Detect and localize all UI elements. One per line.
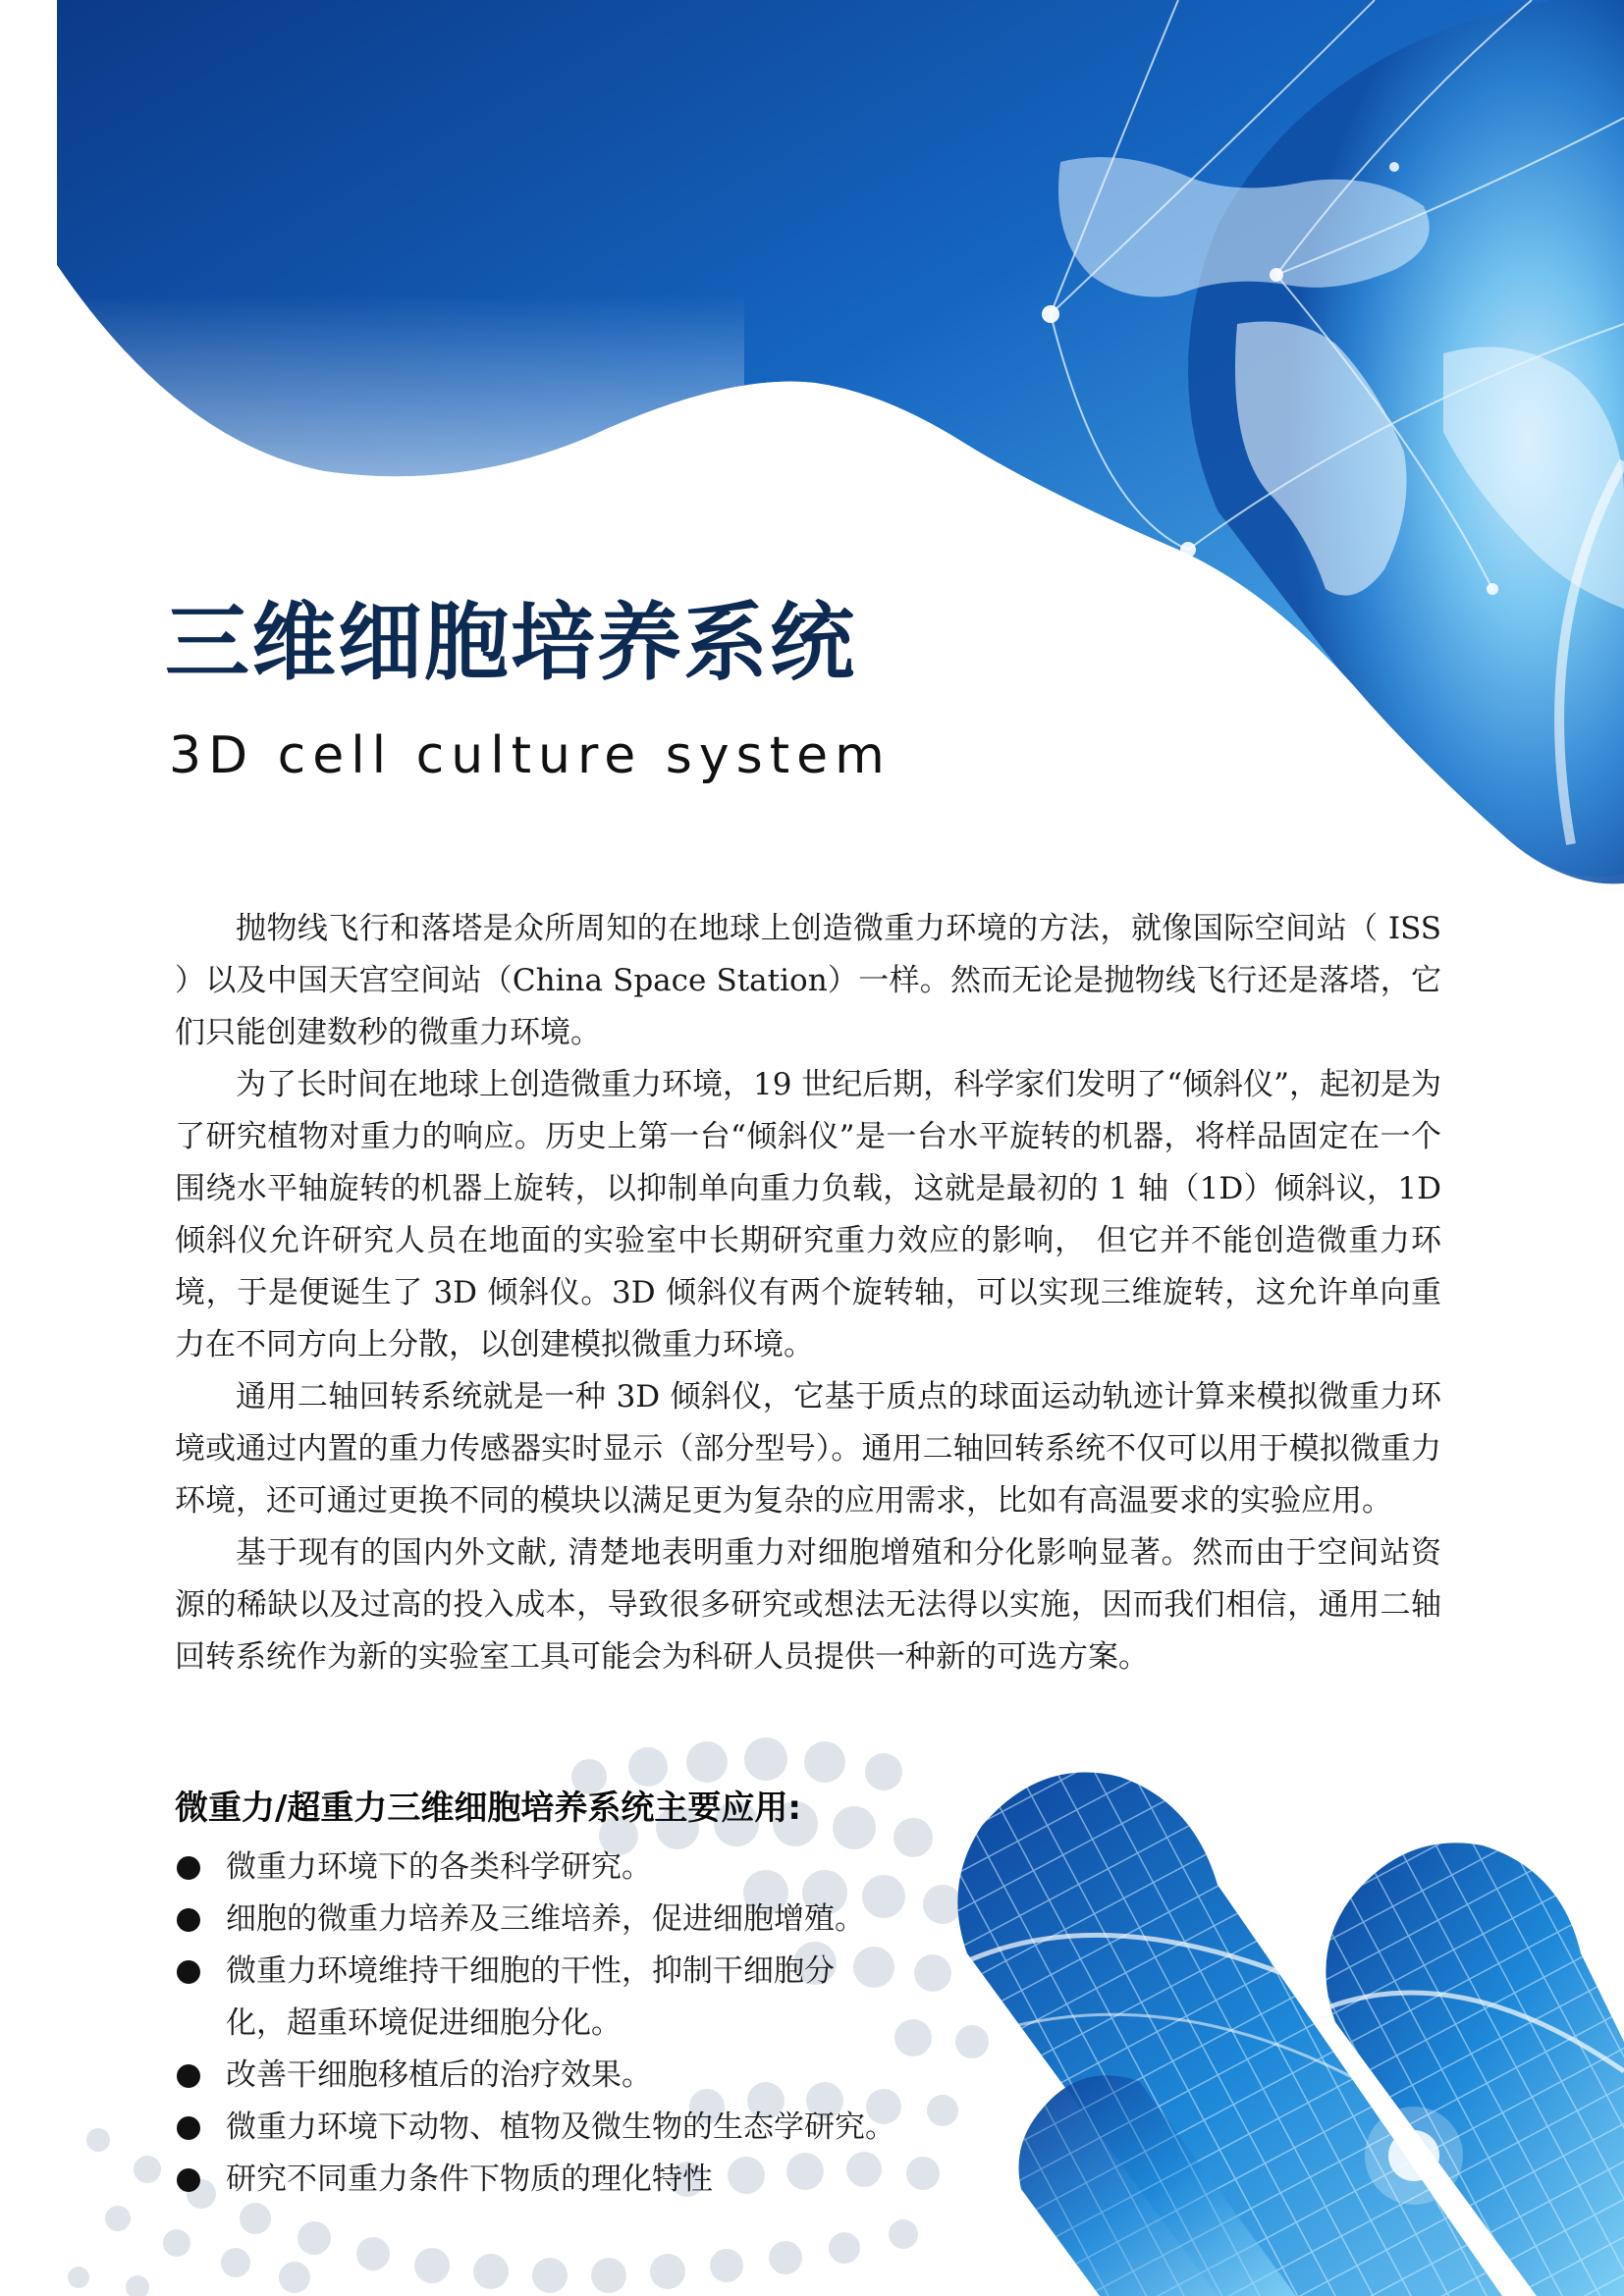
bullet-icon — [177, 2116, 200, 2140]
bullet-icon — [177, 2168, 200, 2192]
list-item-text: 微重力环境下动物、植物及微生物的生态学研究。 — [226, 2109, 895, 2145]
list-item — [177, 1894, 962, 1946]
page-title: 三维细胞培养系统 — [165, 594, 856, 692]
list-item-text: 改善干细胞移植后的治疗效果。 — [226, 2057, 652, 2093]
intro-text — [175, 903, 1441, 1683]
list-item-text: 微重力环境维持干细胞的干性，抑制干细胞分化，超重环境促进细胞分化。 — [226, 1953, 835, 2041]
list-item — [177, 2154, 962, 2206]
list-item — [177, 2050, 962, 2102]
paragraph-4: 基于现有的国内外文献, 清楚地表明重力对细胞增殖和分化影响显著。然而由于空间站资源的稀缺以及过高的投入成本，导致很多研究或想法无法得以实施，因而我们相信，通用二轴回转系统作为新的实验室工具可能会为科研人员提供一种新的可选方案。 — [175, 1535, 1441, 1675]
bullet-icon — [177, 2064, 200, 2088]
applications-heading: 微重力/超重力三维细胞培养系统主要应用: — [175, 1789, 802, 1828]
applications-list — [177, 1842, 962, 2206]
list-item-text: 细胞的微重力培养及三维培养，促进细胞增殖。 — [226, 1901, 865, 1937]
list-item — [177, 2102, 962, 2154]
list-item — [177, 1842, 962, 1894]
paragraph-1: 抛物线飞行和落塔是众所周知的在地球上创造微重力环境的方法，就像国际空间站（ ISS ）以及中国天宫空间站（China Space Station）一样。然而无论是抛物线飞行还是落塔，它们只能创建数秒的微重力环境。 — [175, 911, 1441, 1050]
paragraph-3: 通用二轴回转系统就是一种 3D 倾斜仪，它基于质点的球面运动轨迹计算来模拟微重力环境或通过内置的重力传感器实时显示（部分型号）。通用二轴回转系统不仅可以用于模拟微重力环境，还可通过更换不同的模块以满足更为复杂的应用需求，比如有高温要求的实验应用。 — [175, 1379, 1441, 1519]
bullet-icon — [177, 1856, 200, 1880]
paragraph-2: 为了长时间在地球上创造微重力环境，19 世纪后期，科学家们发明了“倾斜仪”，起初是为了研究植物对重力的响应。历史上第一台“倾斜仪”是一台水平旋转的机器，将样品固定在一个围绕水平轴旋转的机器上旋转，以抑制单向重力负载，这就是最初的 1 轴（1D）倾斜议，1D 倾斜仪允许研究人员在地面的实验室中长期研究重力效应的影响， 但它并不能创造微重力环境，于是便诞生了 3D 倾斜仪。3D 倾斜仪有两个旋转轴，可以实现三维旋转，这允许单向重力在不同方向上分散，以创建模拟微重力环境。 — [175, 1067, 1441, 1362]
bullet-icon — [177, 1960, 200, 1984]
list-item — [177, 1946, 962, 2050]
list-item-text: 研究不同重力条件下物质的理化特性 — [226, 2162, 713, 2197]
bullet-icon — [177, 1908, 200, 1932]
list-item-text: 微重力环境下的各类科学研究。 — [226, 1849, 652, 1885]
page-subtitle: 3D cell culture system — [169, 726, 892, 785]
